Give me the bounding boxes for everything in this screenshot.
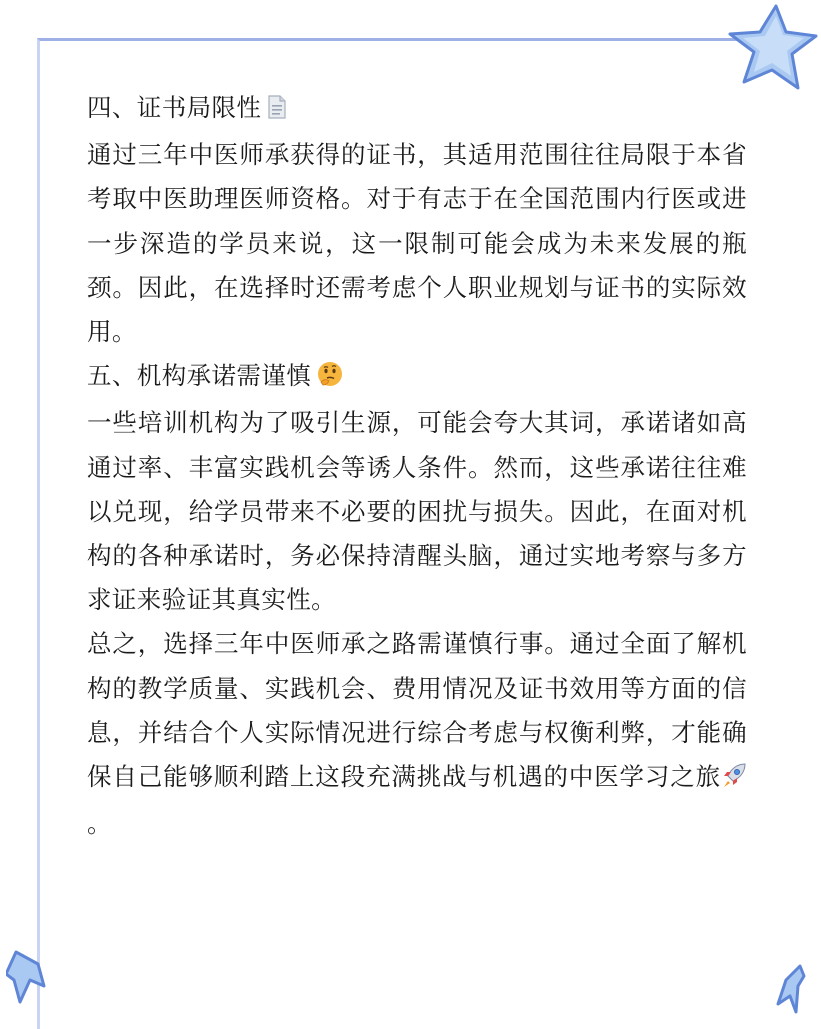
article-content xyxy=(87,86,747,846)
star-decoration-icon xyxy=(724,2,820,94)
conclusion-paragraph: 总之，选择三年中医师承之路需谨慎行事。通过全面了解机构的教学质量、实践机会、费用情况及证书效用等方面的信息，并结合个人实际情况进行综合考虑与权衡利弊，才能确保自己能够顺利踏上这段充满挑战与机遇的中医学习之旅。 xyxy=(87,629,747,839)
star-decoration-icon xyxy=(6,950,46,1006)
document-icon xyxy=(267,89,287,133)
section-heading: 四、证书局限性 xyxy=(87,86,747,133)
section-body: 通过三年中医师承获得的证书，其适用范围往往局限于本省考取中医助理医师资格。对于有志于在全国范围内行医或进一步深造的学员来说，这一限制可能会成为未来发展的瓶颈。因此，在选择时还需考虑个人职业规划与证书的实际效用。 xyxy=(87,140,747,347)
thinking-face-icon xyxy=(317,357,343,401)
rocket-icon xyxy=(721,758,747,802)
section-heading: 五、机构承诺需谨慎 xyxy=(87,354,747,401)
star-decoration-icon xyxy=(776,964,806,1014)
section-body: 一些培训机构为了吸引生源，可能会夸大其词，承诺诸如高通过率、丰富实践机会等诱人条件。然而，这些承诺往往难以兑现，给学员带来不必要的困扰与损失。因此，在面对机构的各种承诺时，务必保持清醒头脑，通过实地考察与多方求证来验证其真实性。 xyxy=(87,408,747,615)
